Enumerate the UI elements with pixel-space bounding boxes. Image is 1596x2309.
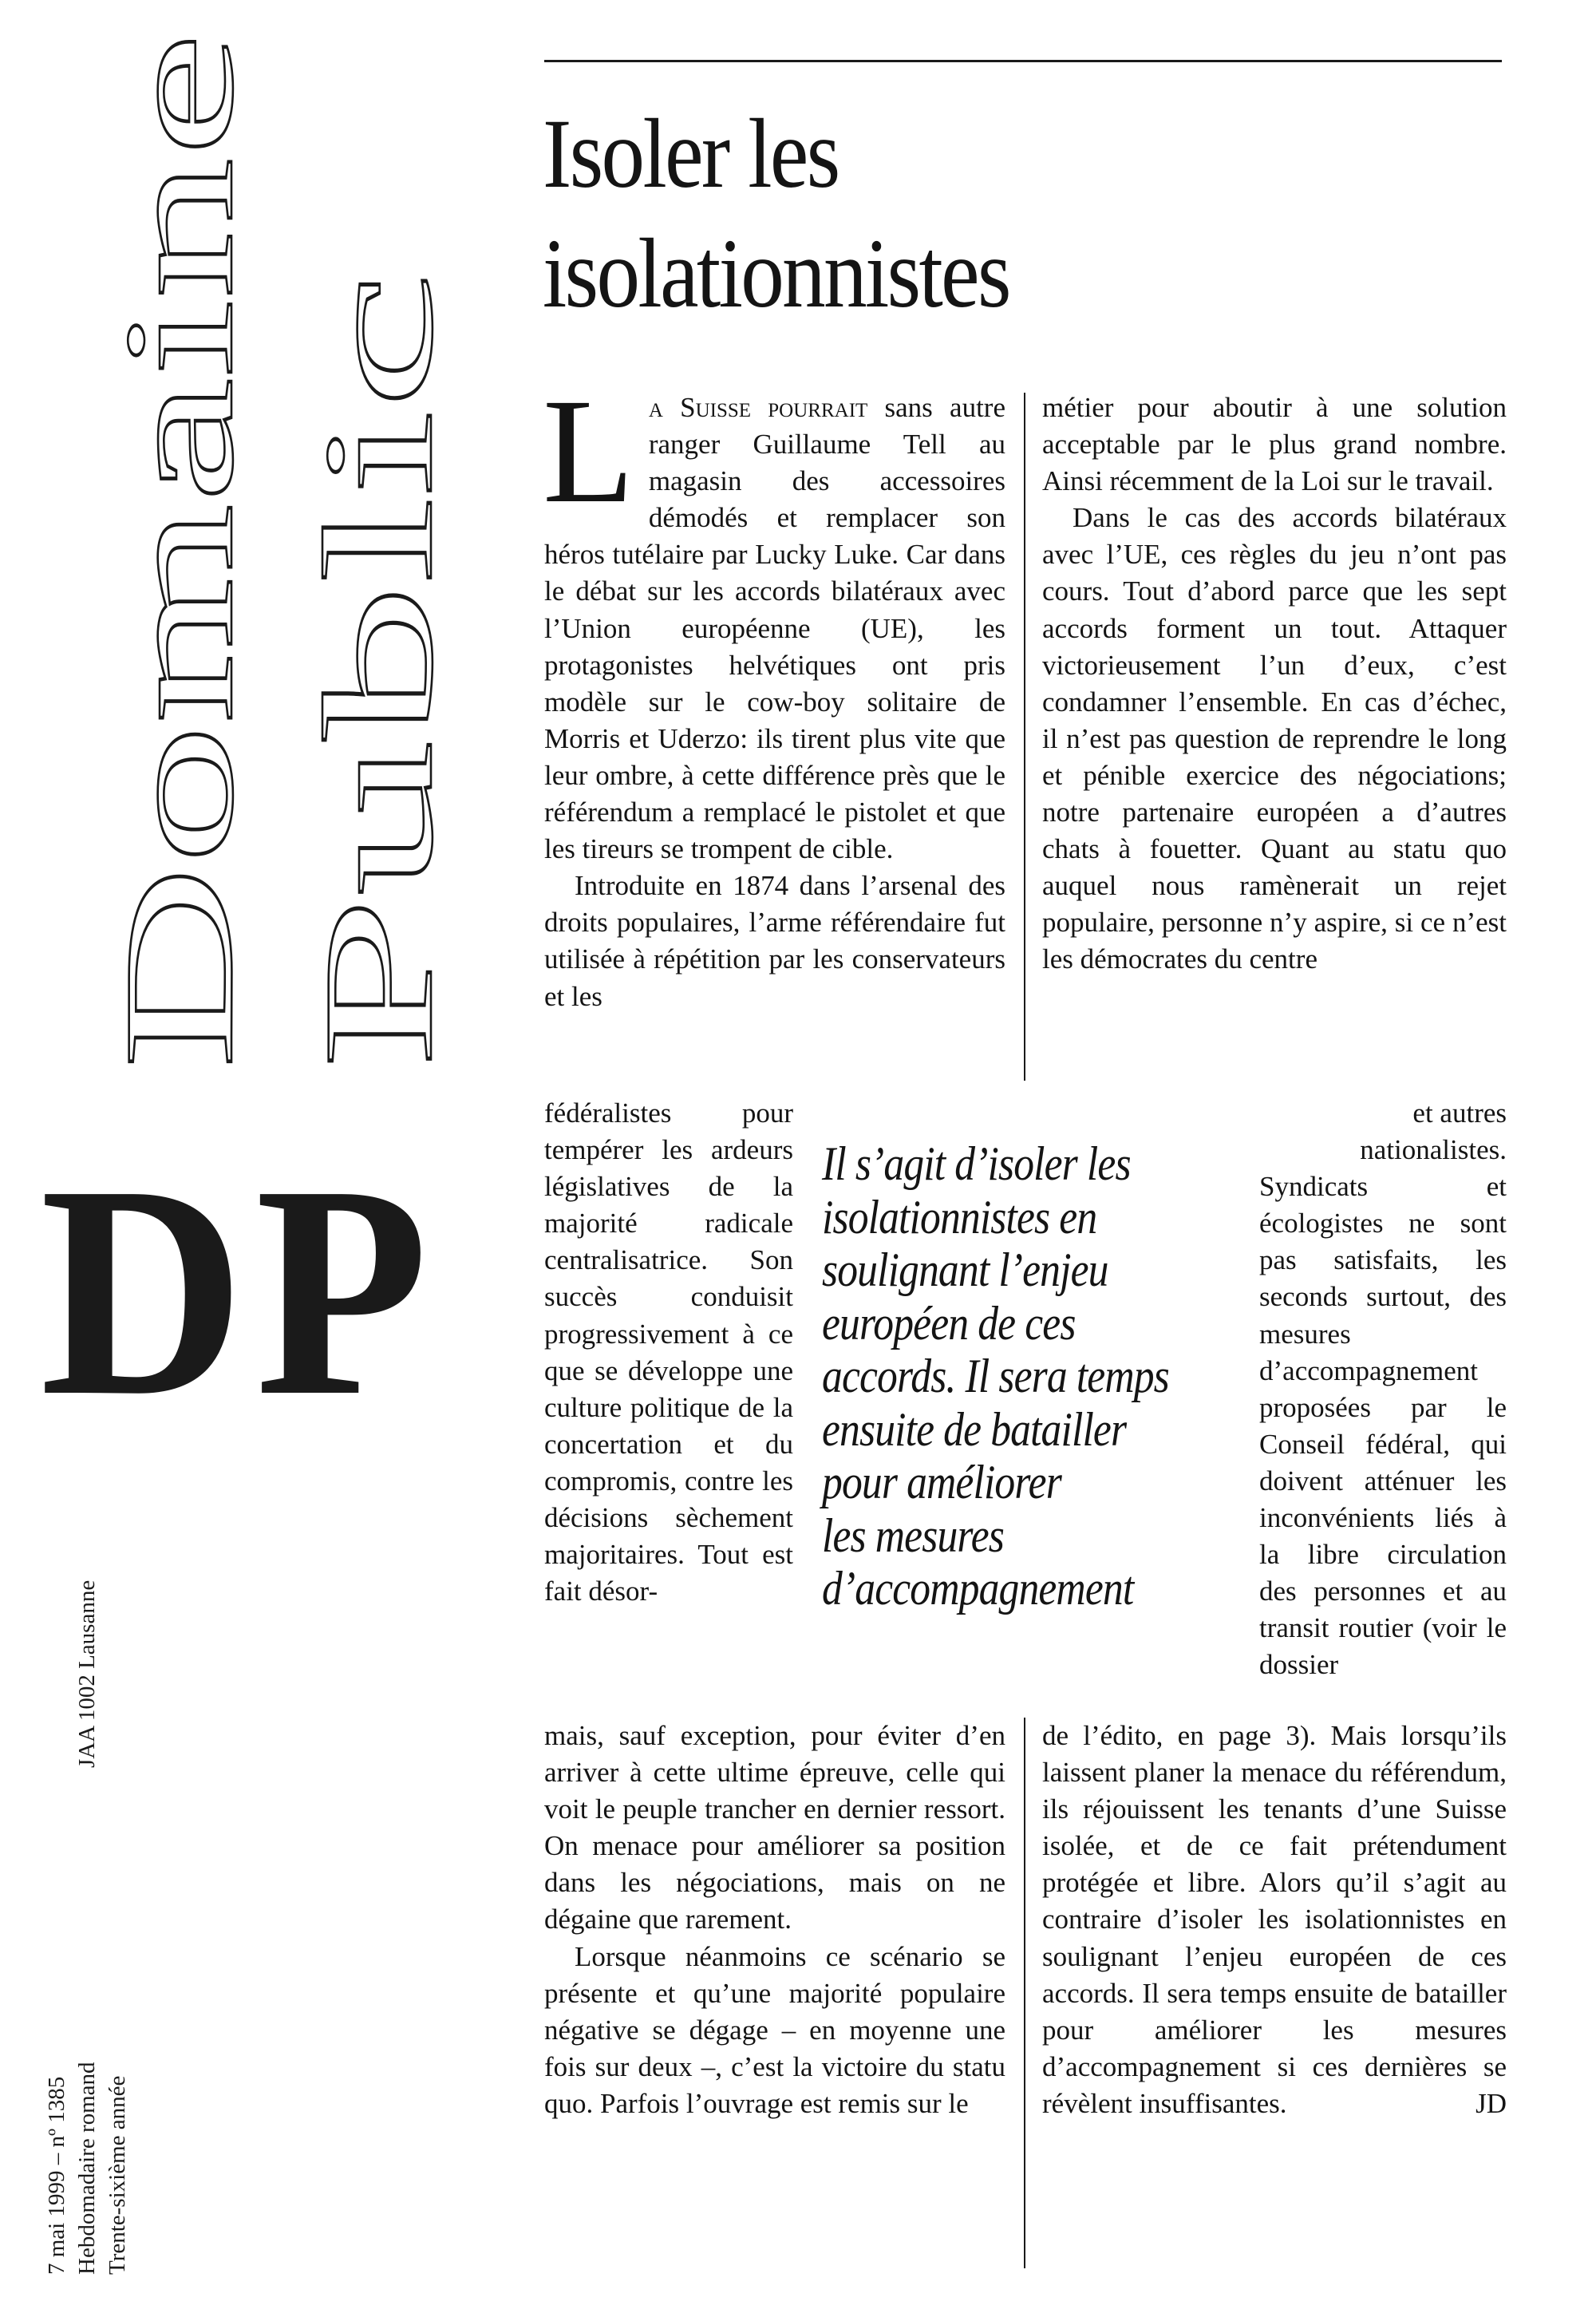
issue-frequency: Hebdomadaire romand bbox=[74, 2062, 100, 2275]
paragraph-5: Dans le cas des accords bilatéraux avec l’UE, ces règles du jeu n’ont pas cours. Tout d’abord parce que les sept accords forment un tout. Attaquer victorieusement l’un d’eux, c’est condamner l’ensemble. En cas d’échec, il n’est pas question de reprendre le long et pénible exercice des négociations; notre partenaire européen a d’autres chats à fouetter. Quant au statu quo auquel nous ramènerait un rejet populaire, personne n’y aspire, si ce n’est les démocrates du centre bbox=[1042, 502, 1507, 975]
column-2-bottom bbox=[1042, 1718, 1507, 2276]
masthead-dp: DP bbox=[40, 1123, 439, 1459]
article-title-line-2: isolationnistes bbox=[543, 219, 1009, 328]
pull-quote-line: isolationnistes en bbox=[822, 1190, 1097, 1243]
pull-quote-line: Il s’agit d’isoler les bbox=[822, 1137, 1131, 1190]
column-1-bottom bbox=[544, 1718, 1005, 2276]
paragraph-4: métier pour aboutir à une solution acceptable par le plus grand nombre. Ainsi récemment de la Loi sur le travail. bbox=[1042, 392, 1507, 497]
paragraph-6-end-text: de l’édito, en page 3). Mais lorsqu’ils laissent planer la menace du référendum, ils réjouissent les tenants d’une Suisse isolée, et de ce fait prétendument protégée et libre. Alors qu’il s’agit au contraire d’isoler les isolationnistes en soulignant l’enjeu européen de ces accords. Il sera temps ensuite de batailler pour améliorer les mesures d’accompagnement si ces dernières se révèlent insuffisantes. bbox=[1042, 1720, 1507, 2119]
paragraph-1-text: sans autre ranger Guillaume Tell au magasin des accessoires démodés et remplacer son héros tutélaire par Lucky Luke. Car dans le débat sur les accords bilatéraux avec l’Union européenne (UE), les protagonistes helvétiques ont pris modèle sur le cow-boy solitaire de Morris et Uderzo: ils tirent plus vite que leur ombre, à cette différence près que le référendum a remplacé le pistolet et que les tireurs se trompent de cible. bbox=[544, 392, 1005, 865]
paragraph-5-end: et autres nationalistes. bbox=[1360, 1097, 1507, 1166]
issue-date-number: 7 mai 1999 – nº 1385 bbox=[44, 2076, 69, 2275]
masthead-word-domaine: Domaine bbox=[93, 496, 266, 1069]
issue-metadata bbox=[40, 1453, 168, 2283]
masthead bbox=[32, 32, 467, 1459]
pull-quote-line: pour améliorer bbox=[822, 1456, 1061, 1508]
column-divider-bottom bbox=[1024, 1718, 1025, 2268]
pull-quote-line: ensuite de batailler bbox=[822, 1402, 1127, 1456]
top-rule bbox=[544, 60, 1502, 62]
pull-quote-line: accords. Il sera temps bbox=[822, 1350, 1169, 1402]
pull-quote bbox=[822, 1137, 1179, 1615]
column-1-top bbox=[543, 367, 1005, 1092]
lead-in: a Suisse pourrait bbox=[648, 392, 868, 423]
paragraph-2: Introduite en 1874 dans l’arsenal des droits populaires, l’arme référendaire fut utilisée à répétition par les conservateurs et les bbox=[544, 870, 1005, 1012]
masthead-word-public: Public bbox=[292, 670, 465, 1069]
paragraph-1 bbox=[543, 367, 1005, 868]
pull-quote-line: d’accompagnement bbox=[822, 1562, 1134, 1615]
paragraph-2-continued: fédéralistes pour tempérer les ardeurs législatives de la majorité radicale centralisatrice. Son succès conduisit progressivement à ce que se développe une culture politique de la concertation et du compromis, contre les décisions sèchement majoritaires. Tout est fait désor- bbox=[544, 1097, 793, 1607]
masthead-dp-letters bbox=[40, 1123, 467, 1459]
column-2-narrow bbox=[1259, 1095, 1507, 1711]
postal-code: JAA 1002 Lausanne bbox=[74, 1580, 100, 1768]
article-title bbox=[543, 94, 1400, 334]
masthead-title-outline bbox=[32, 32, 467, 1085]
column-divider-top bbox=[1024, 393, 1025, 1081]
article-title-line-1: Isoler les bbox=[543, 99, 839, 208]
pull-quote-line: européen de ces bbox=[822, 1296, 1076, 1350]
pull-quote-line: soulignant l’enjeu bbox=[822, 1243, 1108, 1296]
issue-volume: Trente-sixième année bbox=[105, 2075, 130, 2275]
drop-cap: L bbox=[543, 367, 634, 534]
column-1-narrow bbox=[544, 1095, 793, 1711]
paragraph-6-end bbox=[1042, 1718, 1507, 2122]
column-2-top bbox=[1042, 389, 1507, 1092]
pull-quote-line: les mesures bbox=[822, 1508, 1004, 1562]
paragraph-6: Syndicats et écologistes ne sont pas satisfaits, les seconds surtout, des mesures d’accompagnement proposées par le Conseil fédéral, qui doivent atténuer les inconvénients liés à la libre circulation des personnes et au transit routier (voir le dossier bbox=[1259, 1171, 1507, 1681]
paragraph-2-end: mais, sauf exception, pour éviter d’en arriver à cette ultime épreuve, celle qui voit le peuple trancher en dernier ressort. On menace pour améliorer sa position dans les négociations, mais on ne dégaine que rarement. bbox=[544, 1720, 1005, 1935]
paragraph-3: Lorsque néanmoins ce scénario se présente et qu’une majorité populaire négative se dégage – en moyenne une fois sur deux –, c’est la victoire du statu quo. Parfois l’ouvrage est remis sur le bbox=[544, 1940, 1005, 2119]
author-signature: JD bbox=[1476, 2087, 1507, 2119]
